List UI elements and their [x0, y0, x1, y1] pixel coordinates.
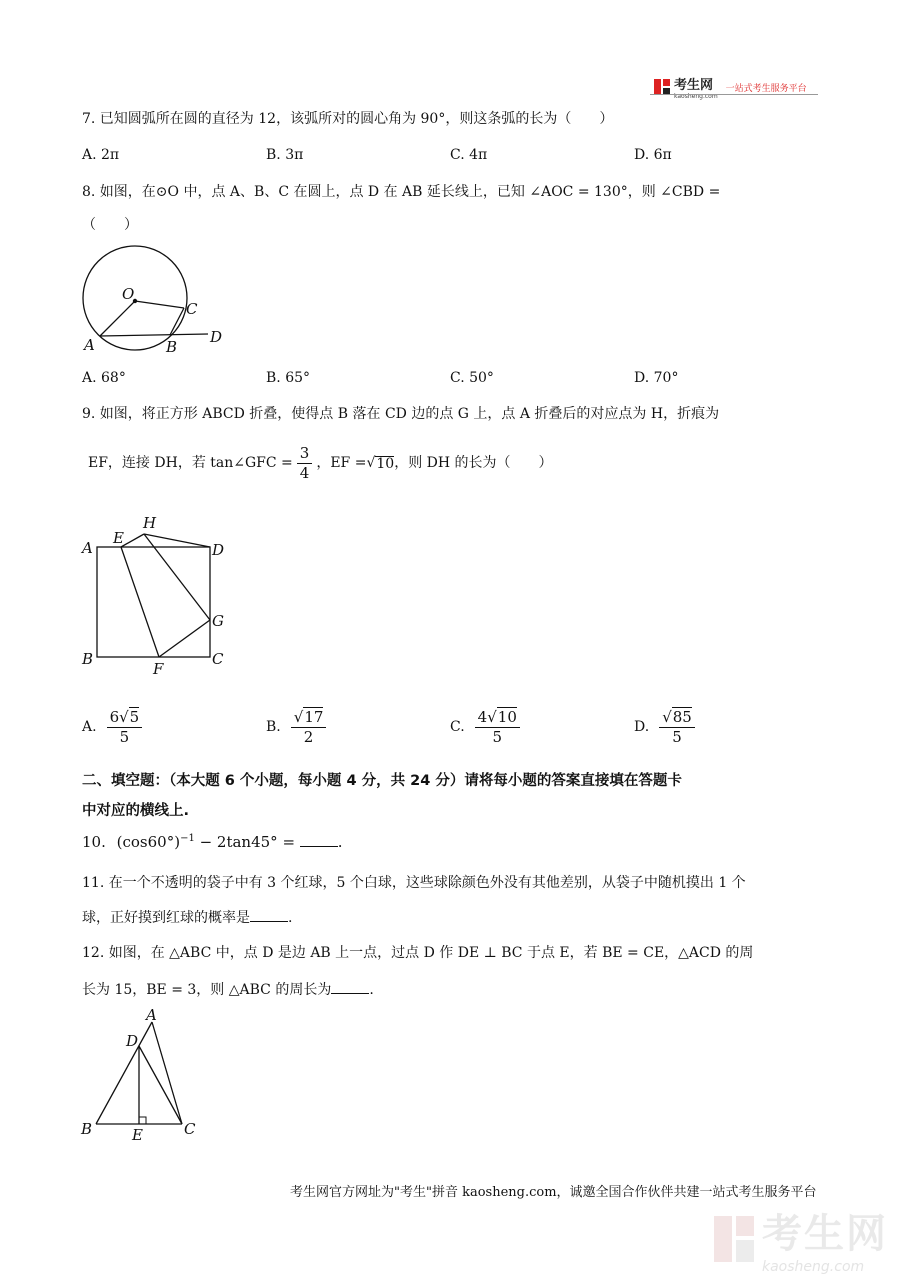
q9-frac-num: 3	[297, 446, 313, 464]
q9-option-c-frac: $\frac{4√10}{5}$	[475, 710, 520, 745]
watermark-cn: 考生网	[762, 1211, 888, 1257]
q8-option-c: C. 50°	[450, 370, 494, 386]
q12-line2	[82, 983, 374, 997]
segment-ac	[152, 1022, 182, 1124]
q12-triangle-figure	[78, 1006, 208, 1146]
q8-option-a: A. 68°	[82, 370, 126, 386]
q9-line2-b: ，EF =	[316, 455, 367, 471]
q7-option-a: A. 2π	[82, 147, 120, 163]
label-o: O	[122, 285, 135, 303]
q8-option-d: D. 70°	[634, 370, 679, 386]
label-b: B	[166, 338, 178, 356]
q9-option-d	[634, 704, 695, 750]
label-g: G	[212, 612, 224, 630]
q9-option-a	[82, 704, 142, 750]
label-c: C	[184, 1120, 196, 1138]
q7-option-b: B. 3π	[266, 147, 304, 163]
label-d: D	[210, 328, 223, 346]
label-b: B	[82, 650, 94, 668]
label-a: A	[146, 1006, 157, 1024]
watermark-en: kaosheng.com	[762, 1259, 865, 1275]
kaosheng-logo-icon	[654, 79, 670, 95]
q9-sqrt-value: 10	[376, 455, 395, 472]
q7-stem: 7. 已知圆弧所在圆的直径为 12，该弧所对的圆心角为 90°，则这条弧的长为（ ）	[82, 111, 614, 127]
q9-line2	[88, 440, 553, 486]
q8-option-b: B. 65°	[266, 370, 311, 386]
q9-line2-c: ，则 DH 的长为（ ）	[394, 455, 553, 471]
watermark-logo-icon	[714, 1216, 756, 1262]
q12-line1: 12. 如图，在 △ABC 中，点 D 是边 AB 上一点，过点 D 作 DE ⊥ BC 于点 E，若 BE = CE，△ACD 的周	[82, 945, 754, 961]
segment-oa	[100, 301, 135, 336]
label-d: D	[126, 1032, 139, 1050]
q11-answer-blank[interactable]	[250, 921, 288, 922]
watermark	[714, 1202, 888, 1275]
q12-end: .	[369, 982, 374, 998]
crease-ef	[121, 547, 159, 657]
segment-hd	[144, 534, 210, 547]
label-d: D	[212, 541, 225, 559]
label-a: A	[82, 539, 93, 557]
q9-line1: 9. 如图，将正方形 ABCD 折叠，使得点 B 落在 CD 边的点 G 上，点 A 折叠后的对应点为 H，折痕为	[82, 406, 720, 422]
label-e: E	[113, 529, 124, 547]
q10	[82, 834, 343, 850]
q10-answer-blank[interactable]	[300, 846, 338, 847]
q9-option-c-coef: 4	[477, 707, 488, 726]
q9-option-c-letter: C.	[450, 719, 465, 735]
segment-ba	[96, 1022, 152, 1124]
q9-option-b-rad: 17	[304, 707, 324, 726]
q8-circle-figure	[78, 236, 238, 360]
q9-option-a-rad: 5	[129, 707, 140, 726]
q9-option-b-frac: $\frac{√17}{2}$	[291, 710, 327, 745]
q7-option-d: D. 6π	[634, 147, 672, 163]
q9-fraction	[297, 443, 313, 482]
label-b: B	[81, 1120, 93, 1138]
q9-option-d-den: 5	[672, 727, 682, 746]
q9-option-d-letter: D.	[634, 719, 650, 735]
section2-heading-line2: 中对应的横线上.	[82, 803, 190, 819]
segment-dc	[139, 1046, 182, 1124]
q9-option-a-frac: $\frac{6√5}{5}$	[107, 710, 143, 745]
label-f: F	[153, 660, 164, 678]
section2-heading-line1: 二、填空题：（本大题 6 个小题，每小题 4 分，共 24 分）请将每小题的答案直接填在答题卡	[82, 773, 682, 789]
q9-option-c	[450, 704, 520, 750]
header-rule	[650, 94, 818, 95]
footer-text: 考生网官方网址为"考生"拼音 kaosheng.com，诚邀全国合作伙伴共建一站式考生服务平台	[290, 1185, 817, 1200]
q12-line2-text: 长为 15，BE = 3，则 △ABC 的周长为	[82, 982, 332, 998]
q8-paren: （ ）	[82, 217, 138, 233]
header-slogan: 一站式考生服务平台	[725, 83, 807, 94]
logo-text: 考生网	[674, 78, 714, 93]
q9-line2-a: EF，连接 DH，若 tan∠GFC =	[88, 455, 293, 471]
header-logo	[654, 74, 807, 100]
label-a: A	[84, 336, 95, 354]
q9-option-c-rad: 10	[497, 707, 517, 726]
q9-option-d-rad: 85	[672, 707, 692, 726]
q10-number: 10.	[82, 833, 106, 851]
q12-answer-blank[interactable]	[331, 993, 369, 994]
q9-option-b-letter: B.	[266, 719, 281, 735]
label-c: C	[212, 650, 224, 668]
q9-option-b-den: 2	[303, 727, 314, 746]
q10-expr: (cos60°)	[116, 833, 181, 851]
right-angle-mark	[139, 1117, 146, 1124]
logo-domain: kaosheng.com	[674, 93, 718, 100]
label-c: C	[186, 300, 198, 318]
q11-end: .	[288, 910, 293, 926]
segment-eh	[121, 534, 144, 547]
label-e: E	[132, 1126, 143, 1144]
q9-frac-den: 4	[299, 463, 310, 482]
q9-option-c-den: 5	[492, 727, 503, 746]
q8-stem: 8. 如图，在⊙O 中，点 A、B、C 在圆上，点 D 在 AB 延长线上，已知 ∠AOC = 130°，则 ∠CBD =	[82, 184, 721, 200]
q9-sqrt-sign: √	[366, 455, 376, 471]
q10-end: .	[337, 833, 343, 851]
q9-option-b	[266, 704, 326, 750]
q10-exponent: −1	[180, 833, 195, 844]
segment-gf	[159, 620, 210, 657]
q7-option-c: C. 4π	[450, 147, 488, 163]
label-h: H	[143, 514, 157, 532]
q10-rest: − 2tan45° =	[194, 833, 296, 851]
q9-option-a-letter: A.	[82, 719, 97, 735]
q9-option-a-coef: 6	[109, 707, 120, 726]
q11-line1: 11. 在一个不透明的袋子中有 3 个红球，5 个白球，这些球除颜色外没有其他差别，从袋子中随机摸出 1 个	[82, 875, 746, 891]
q11-line2	[82, 911, 292, 925]
q9-option-d-frac: $\frac{√85}{5}$	[659, 710, 695, 745]
segment-oc	[135, 301, 184, 308]
line-ad	[100, 334, 208, 336]
q9-square-figure	[78, 512, 238, 680]
q11-line2-text: 球，正好摸到红球的概率是	[82, 910, 250, 926]
q9-option-a-den: 5	[119, 727, 130, 746]
